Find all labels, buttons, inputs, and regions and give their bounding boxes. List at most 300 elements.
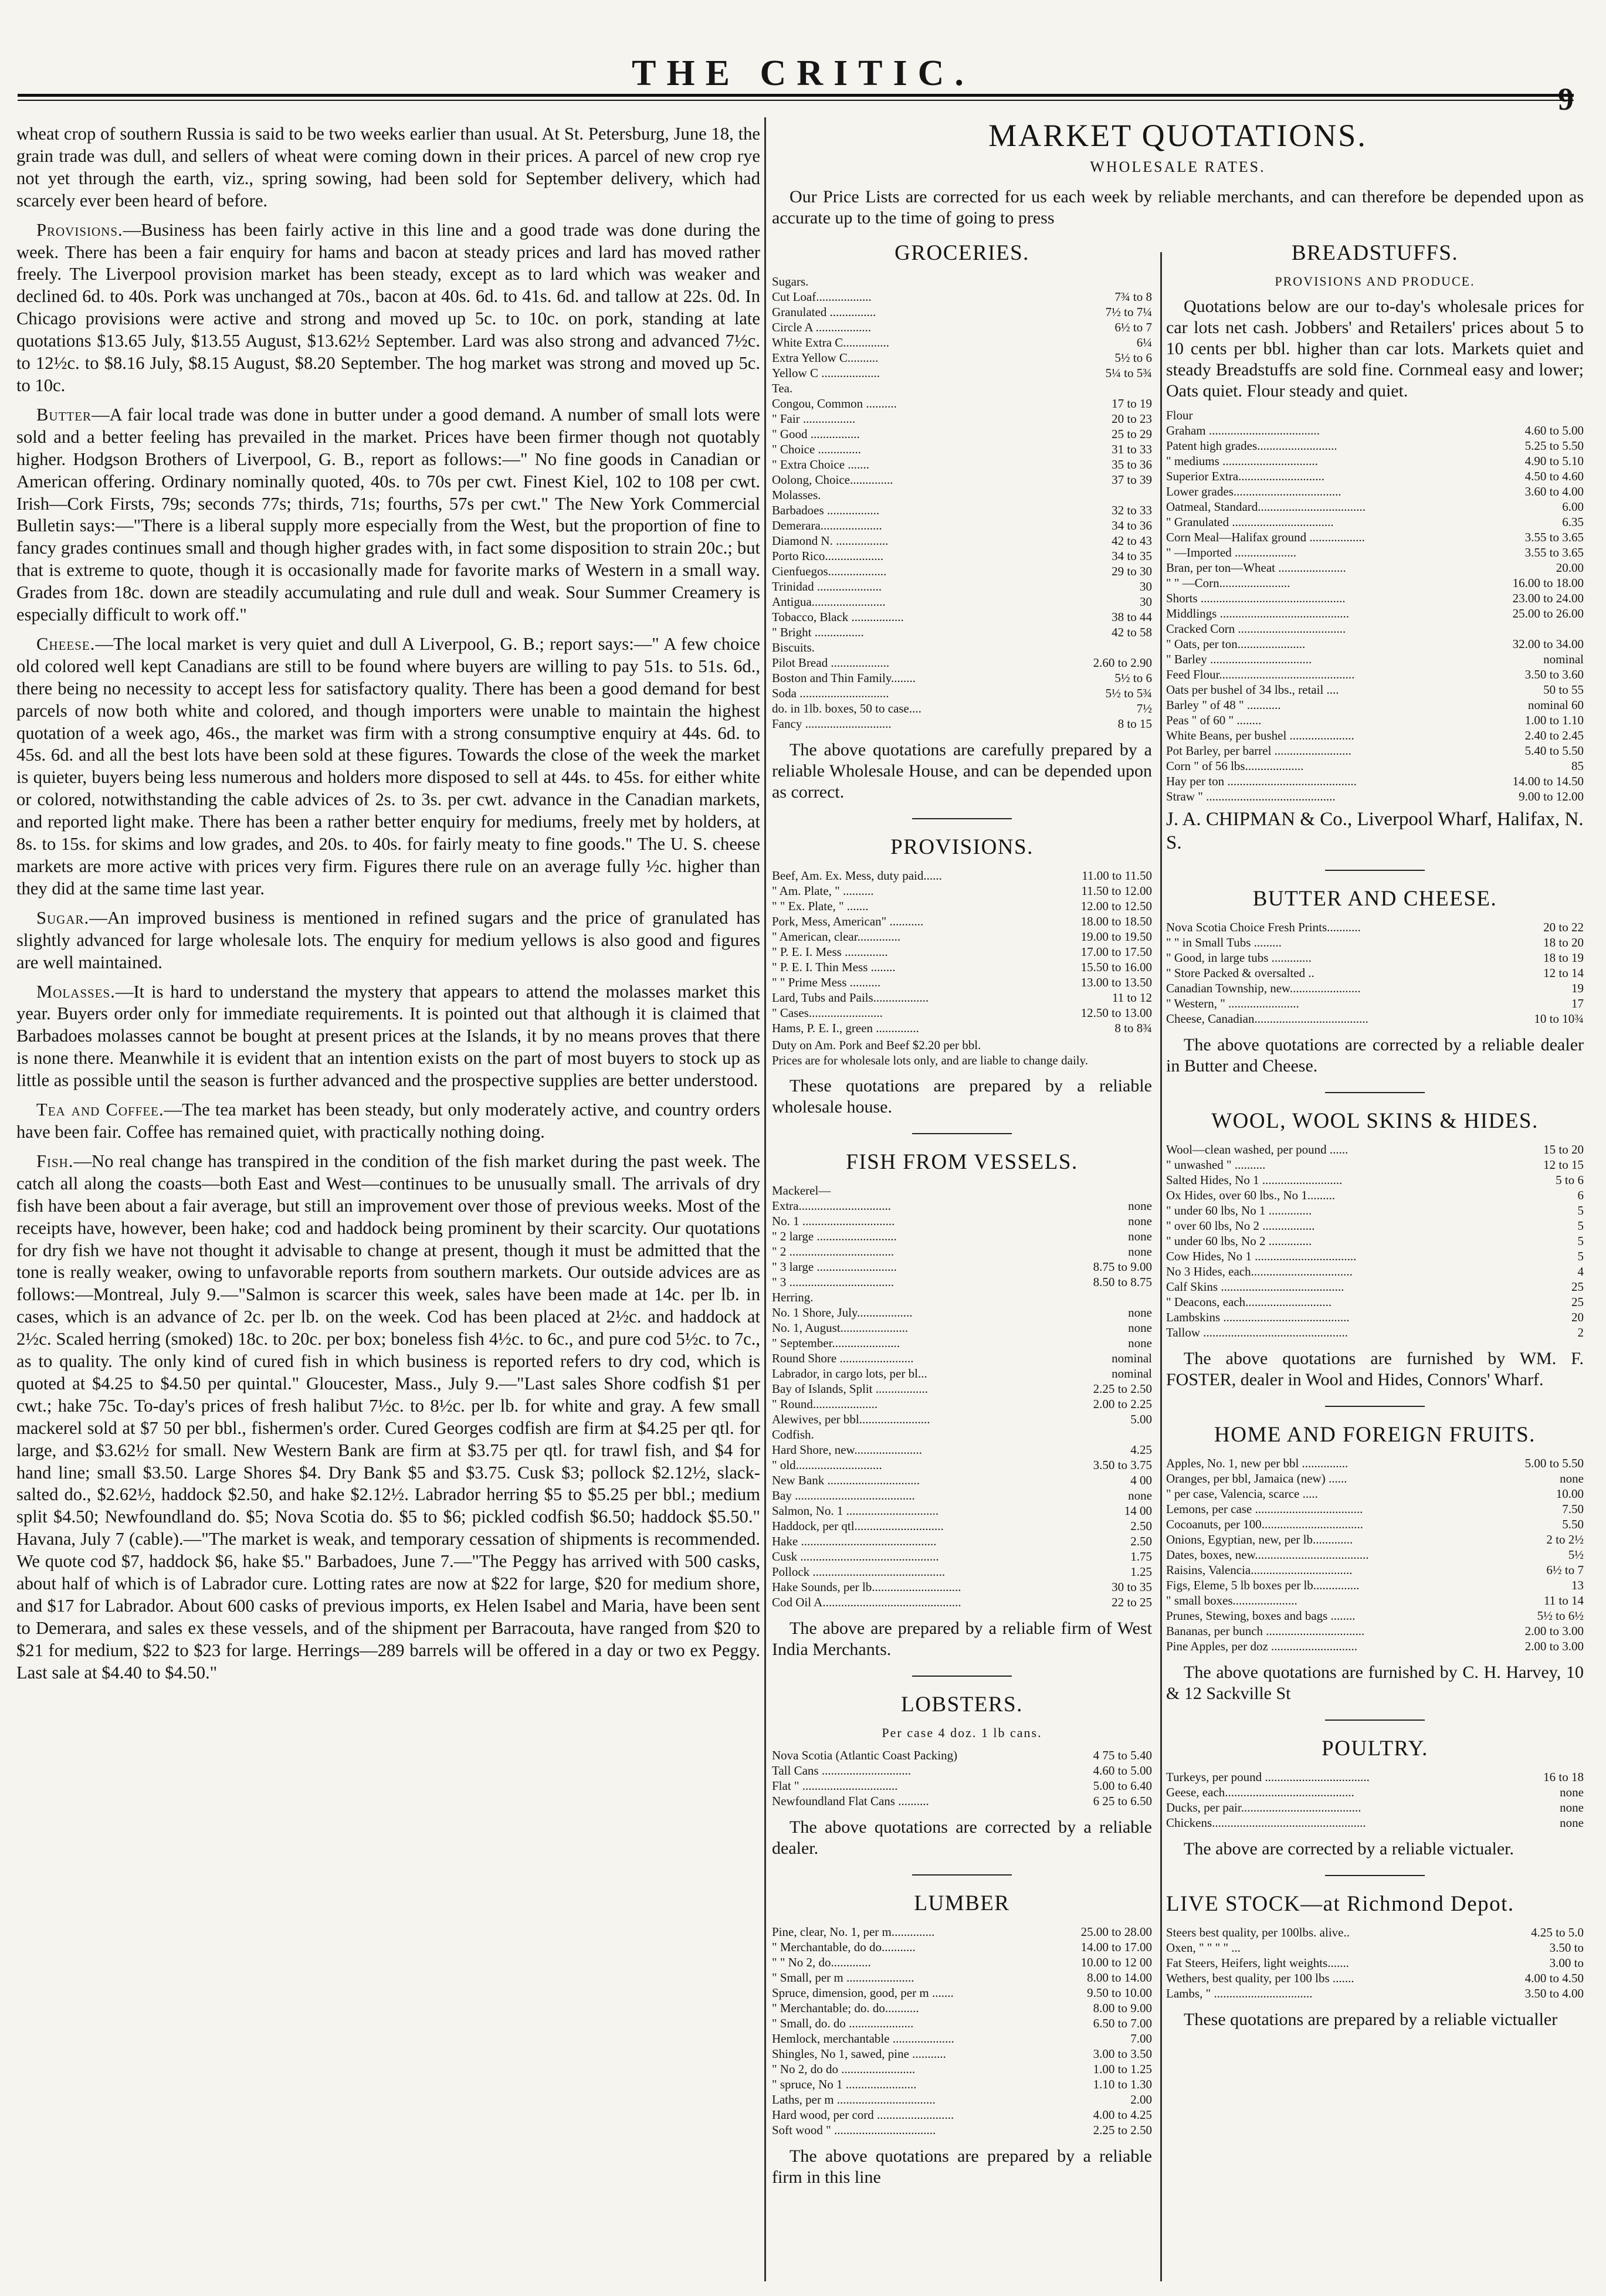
quote-row — [772, 1229, 1152, 1244]
quote-row — [772, 2031, 1152, 2046]
breadstuffs-intro: Quotations below are our to-day's wholesale prices for car lots net cash. Jobbers' and Retailers' prices about 5 to 10 cents per bbl. higher than car lots. Markets quiet and steady Breadstuffs are sold fine. Cornmeal easy and lower; Oats quiet. Flour steady and quiet. — [1166, 297, 1584, 401]
quote-price: 16.00 to 18.00 — [1512, 576, 1584, 590]
quote-price: 4.00 to 4.25 — [1093, 2108, 1152, 2122]
quote-item: Hemlock, merchantable .................... — [772, 2032, 954, 2046]
quote-item: Soda ............................. — [772, 686, 889, 700]
quote-price: 5½ to 6½ — [1537, 1609, 1584, 1623]
header-rule — [18, 94, 1574, 97]
quote-item: Canadian Township, new....................... — [1166, 981, 1361, 995]
quote-item: " " in Small Tubs ......... — [1166, 935, 1282, 949]
quote-price: 38 to 44 — [1112, 610, 1152, 624]
quote-price: 13.00 to 13.50 — [1080, 975, 1152, 989]
quote-item: Bay ....................................... — [772, 1488, 915, 1503]
quote-row — [772, 1457, 1152, 1473]
quote-price: 3.55 to 3.65 — [1524, 545, 1584, 559]
quote-row — [1166, 758, 1584, 774]
quote-item: Straw " .......................................... — [1166, 789, 1336, 803]
quote-row — [1166, 636, 1584, 652]
quote-price: 30 to 35 — [1112, 1580, 1152, 1594]
quote-price: 6.35 — [1562, 515, 1584, 529]
quote-item: " 3 .................................. — [772, 1275, 895, 1289]
quote-row — [772, 503, 1152, 518]
quote-price: 2.50 — [1130, 1519, 1152, 1533]
quote-price: 17 to 19 — [1112, 396, 1152, 411]
quote-item: Superior Extra............................ — [1166, 469, 1325, 483]
quote-price: 42 to 43 — [1112, 534, 1152, 548]
page-number: 9 — [1558, 82, 1574, 117]
wool-heading: WOOL, WOOL SKINS & HIDES. — [1211, 1109, 1539, 1133]
quote-row — [772, 716, 1152, 731]
quote-row — [772, 975, 1152, 990]
quote-item: Tobacco, Black ................. — [772, 610, 904, 624]
quote-price: 4 75 to 5.40 — [1093, 1748, 1152, 1762]
quote-price: 25 to 29 — [1112, 427, 1152, 441]
poultry-table — [1166, 1769, 1584, 1830]
quote-item: Bananas, per bunch ................................ — [1166, 1624, 1365, 1638]
paragraph-provisions — [16, 219, 760, 397]
quote-row — [772, 1427, 1152, 1442]
quote-price: 12 to 14 — [1543, 966, 1584, 980]
quote-item: " Extra Choice ....... — [772, 457, 870, 472]
quote-item: " mediums ............................... — [1166, 454, 1318, 468]
quote-item: " Western, " ....................... — [1166, 996, 1299, 1010]
paragraph-cheese — [16, 633, 760, 900]
quote-row — [1166, 469, 1584, 484]
header-rule-thin — [18, 100, 1574, 101]
quote-price: 17 — [1571, 996, 1584, 1010]
quote-row — [1166, 652, 1584, 667]
quote-item: Middlings .......................................... — [1166, 606, 1350, 620]
quote-item: Congou, Common .......... — [772, 396, 897, 411]
quote-price — [1040, 487, 1152, 503]
quote-price: 4.25 — [1130, 1443, 1152, 1457]
quote-price: 11 to 14 — [1543, 1593, 1584, 1607]
quote-row — [1166, 697, 1584, 713]
quote-item: Sugars. — [772, 274, 809, 289]
quote-row — [772, 1183, 1152, 1198]
quote-row — [1166, 423, 1584, 438]
lumber-heading: LUMBER — [914, 1891, 1010, 1915]
quote-row — [772, 1381, 1152, 1396]
quote-price: 42 to 58 — [1112, 625, 1152, 639]
fruits-table — [1166, 1456, 1584, 1654]
quote-item: " P. E. I. Mess .............. — [772, 945, 888, 959]
quote-price: 15 to 20 — [1543, 1142, 1584, 1157]
quote-item: " Store Packed & oversalted .. — [1166, 966, 1314, 980]
quote-price: 5.00 to 6.40 — [1093, 1779, 1152, 1793]
quote-price: 1.00 to 1.10 — [1524, 713, 1584, 727]
quote-price: 8 to 15 — [1117, 717, 1152, 731]
wool-note: The above quotations are furnished by WM. F. FOSTER, dealer in Wool and Hides, Connors' Wharf. — [1166, 1349, 1584, 1389]
quote-row — [1166, 1188, 1584, 1203]
quote-item: " Merchantable, do do........... — [772, 1940, 916, 1954]
quote-row — [772, 1005, 1152, 1020]
paragraph-text: —A fair local trade was done in butter under a good demand. A number of small lots were sold and a better feeling has prevailed in the market. Prices have been firmer though not quotably higher. Hodgson Brothers of Liverpool, G. B., report as follows:—" No fine goods in Canadian or American offering. Ordinary nominally quoted, 40s. to 70s per cwt. Finest Kiel, 102 to 108 per cwt. Irish—Cork Firsts, 79s; seconds 77s; thirds, 71s; fourths, 57s per cwt." The New York Commercial Bulletin says:—"There is a liberal supply more especially from the West, but the proportion of fine to fancy grades continues small and though higher grades with, in fact some disposition to strain 20c.; but that is extreme to quote, though it is occasionally made for favorite marks of Western in a small way. Grades from 18c. down are steadily accumulating and rule dull and weak. Sour Summer Creamery is especially difficult to work off." — [16, 404, 760, 625]
quote-row — [772, 564, 1152, 579]
quote-item: Bran, per ton—Wheat ...................... — [1166, 561, 1346, 575]
fish-table — [772, 1183, 1152, 1610]
quote-item: Labrador, in cargo lots, per bl... — [772, 1366, 927, 1381]
quote-item: Oats per bushel of 34 lbs., retail .... — [1166, 683, 1339, 697]
quote-price: 20 to 23 — [1112, 412, 1152, 426]
quote-row — [1166, 1203, 1584, 1218]
quote-item: " Good ................ — [772, 427, 860, 441]
section-rule — [912, 1676, 1012, 1677]
quote-price: 12.00 to 12.50 — [1080, 899, 1152, 913]
quote-row — [772, 1924, 1152, 1939]
quote-row — [1166, 713, 1584, 728]
quote-item: Corn " of 56 lbs................... — [1166, 759, 1304, 773]
paragraph-molasses — [16, 981, 760, 1093]
quote-price: 5¼ to 5¾ — [1105, 366, 1152, 380]
quote-item: Lower grades................................... — [1166, 484, 1341, 498]
quote-item: Oxen, " " " " ... — [1166, 1941, 1241, 1955]
quote-item: Cow Hides, No 1 ................................. — [1166, 1249, 1357, 1263]
quote-row — [772, 2122, 1152, 2138]
quote-price: nominal — [1543, 652, 1584, 666]
quote-price: 25 — [1571, 1280, 1584, 1294]
quote-row — [772, 625, 1152, 640]
quote-item: " unwashed " .......... — [1166, 1158, 1266, 1172]
quote-price: 18.00 to 18.50 — [1080, 914, 1152, 928]
quote-row — [772, 1320, 1152, 1335]
quote-item: Pilot Bread ................... — [772, 656, 890, 670]
quote-item: " —Imported .................... — [1166, 545, 1297, 559]
quote-price: 19.00 to 19.50 — [1080, 930, 1152, 944]
quote-row — [1166, 1940, 1584, 1955]
quote-price: 31 to 33 — [1112, 442, 1152, 456]
quote-item: New Bank .............................. — [772, 1473, 920, 1487]
quote-row — [772, 2092, 1152, 2107]
quote-price: 25.00 to 28.00 — [1080, 1925, 1152, 1939]
quote-price: 5.00 — [1130, 1412, 1152, 1426]
quote-row — [1166, 1310, 1584, 1325]
quote-item: " American, clear.............. — [772, 930, 901, 944]
quote-price: 5 to 6 — [1556, 1173, 1584, 1187]
quote-item: Cracked Corn ................................... — [1166, 622, 1346, 636]
quote-item: " Barley ................................. — [1166, 652, 1312, 666]
quote-item: Lard, Tubs and Pails.................. — [772, 991, 929, 1005]
quote-item: Shingles, No 1, sawed, pine ........... — [772, 2047, 946, 2061]
quote-price: 23.00 to 24.00 — [1512, 591, 1584, 605]
quote-item: " Cases........................ — [772, 1006, 883, 1020]
quote-item: " per case, Valencia, scarce ..... — [1166, 1487, 1318, 1501]
quote-price: 29 to 30 — [1112, 564, 1152, 578]
quote-row — [772, 701, 1152, 716]
quote-row — [1166, 789, 1584, 804]
quote-price: 3.00 to — [1549, 1956, 1584, 1970]
quote-price: 5 — [1577, 1234, 1584, 1248]
quote-item: Shorts ............................................... — [1166, 591, 1346, 605]
quote-item: No. 1 Shore, July.................. — [772, 1305, 913, 1320]
quote-item: " 2 large .......................... — [772, 1229, 897, 1243]
quote-item: Demerara.................... — [772, 518, 882, 533]
quote-price: 11.00 to 11.50 — [1082, 869, 1152, 883]
quote-price: 2 to 2½ — [1546, 1532, 1584, 1547]
quote-row — [772, 1503, 1152, 1518]
poultry-heading: POULTRY. — [1322, 1737, 1428, 1761]
market-quotations — [772, 117, 1584, 2281]
quote-row — [1166, 1218, 1584, 1233]
quote-item: Lemons, per case ................................... — [1166, 1502, 1363, 1516]
quote-item: Tallow ............................................... — [1166, 1325, 1349, 1339]
poultry-note: The above are corrected by a reliable victualer. — [1184, 1839, 1514, 1858]
quote-price: 20 to 22 — [1543, 920, 1584, 934]
quote-item: Hake Sounds, per lb............................. — [772, 1580, 961, 1594]
quote-row — [772, 2046, 1152, 2061]
section-rule — [912, 1874, 1012, 1876]
quote-row — [1166, 1562, 1584, 1578]
quote-price: none — [1560, 1800, 1584, 1815]
quote-item: " " No 2, do............. — [772, 1955, 871, 1969]
quote-item: Newfoundland Flat Cans .......... — [772, 1794, 929, 1808]
quote-item: Extra.............................. — [772, 1199, 891, 1213]
quote-item: " small boxes..................... — [1166, 1593, 1297, 1607]
quote-price: 3.00 to 3.50 — [1093, 2047, 1152, 2061]
quote-row — [772, 2107, 1152, 2122]
quote-item: No. 1 .............................. — [772, 1214, 895, 1228]
quote-row — [772, 518, 1152, 533]
quote-price: none — [1128, 1321, 1152, 1335]
quote-price — [1470, 621, 1584, 636]
quote-price: 7½ to 7¼ — [1105, 305, 1152, 319]
quote-row — [772, 411, 1152, 426]
quote-price: 2.00 to 3.00 — [1524, 1624, 1584, 1638]
quote-price: 14.00 to 17.00 — [1080, 1940, 1152, 1954]
quote-row — [772, 868, 1152, 883]
quote-row — [1166, 514, 1584, 530]
quote-row — [1166, 1815, 1584, 1830]
quote-price: 8.50 to 8.75 — [1093, 1275, 1152, 1289]
quote-item: Flat " ............................... — [772, 1779, 898, 1793]
quote-price: 8.75 to 9.00 — [1093, 1260, 1152, 1274]
quote-row — [772, 1939, 1152, 1955]
quote-item: " " —Corn....................... — [1166, 576, 1290, 590]
quote-row — [772, 1549, 1152, 1564]
paragraph-text: wheat crop of southern Russia is said to be two weeks earlier than usual. At St. Petersburg, June 18, the grain trade was dull, and sellers of wheat were coming down in their prices. A parcel of new crop rye not yet through the earth, viz., spring sowing, had been sold for September delivery, which had scarcely ever been heard of before. — [16, 124, 760, 211]
quote-item: Codfish. — [772, 1427, 814, 1442]
quote-price: 10 to 10¾ — [1534, 1012, 1584, 1026]
quote-row — [1166, 728, 1584, 743]
section-rule — [912, 1133, 1012, 1134]
paragraph-lead: Fish. — [36, 1151, 74, 1171]
quote-row — [772, 944, 1152, 959]
fruits-note: The above quotations are furnished by C. H. Harvey, 10 & 12 Sackville St — [1166, 1663, 1584, 1703]
quote-price: 5½ — [1568, 1548, 1584, 1562]
quote-item: Tea. — [772, 381, 793, 395]
breadstuffs-table — [1166, 408, 1584, 804]
quote-row — [1166, 1486, 1584, 1501]
quote-item: Wool—clean washed, per pound ...... — [1166, 1142, 1349, 1157]
quote-item: Herring. — [772, 1290, 814, 1304]
provisions-heading: PROVISIONS. — [890, 835, 1034, 859]
quote-item: Alewives, per bbl....................... — [772, 1412, 930, 1426]
quote-price: 4.60 to 5.00 — [1524, 423, 1584, 438]
quote-price: 22 to 25 — [1112, 1595, 1152, 1609]
butter-cheese-note: The above quotations are corrected by a reliable dealer in Butter and Cheese. — [1166, 1035, 1584, 1076]
provisions-table — [772, 868, 1152, 1036]
quote-row — [772, 1793, 1152, 1809]
quote-price: 5 — [1577, 1219, 1584, 1233]
quote-price: 20.00 — [1556, 561, 1584, 575]
quote-price: 17.00 to 17.50 — [1080, 945, 1152, 959]
quote-item: " Good, in large tubs ............. — [1166, 951, 1312, 965]
quote-item: Cienfuegos................... — [772, 564, 887, 578]
quote-price: 1.75 — [1130, 1549, 1152, 1564]
quote-price: 18 to 20 — [1543, 935, 1584, 949]
quote-item: Pork, Mess, American" ........... — [772, 914, 924, 928]
quote-item: " Granulated ................................. — [1166, 515, 1334, 529]
quote-price: none — [1128, 1229, 1152, 1243]
quote-row — [772, 579, 1152, 594]
quote-item: Hake ............................................ — [772, 1534, 937, 1548]
quote-row — [772, 1335, 1152, 1351]
quote-item: White Extra C............... — [772, 335, 890, 350]
quote-row — [772, 959, 1152, 975]
quote-row — [772, 1534, 1152, 1549]
quote-item: Spruce, dimension, good, per m ....... — [772, 1986, 954, 2000]
quote-price — [1058, 1183, 1152, 1198]
quote-row — [1166, 499, 1584, 514]
quote-row — [772, 396, 1152, 411]
quote-row — [772, 1366, 1152, 1381]
quote-price: 3.50 to 4.00 — [1524, 1986, 1584, 2000]
quote-price: 34 to 35 — [1112, 549, 1152, 563]
quote-item: " Small, do. do ..................... — [772, 2016, 914, 2030]
quote-row — [772, 883, 1152, 898]
quote-item: " Oats, per ton...................... — [1166, 637, 1306, 651]
quote-price: 16 to 18 — [1543, 1770, 1584, 1784]
quote-row — [772, 1579, 1152, 1595]
quote-item: " P. E. I. Thin Mess ........ — [772, 960, 896, 974]
quote-row — [772, 457, 1152, 472]
quote-item: Mackerel— — [772, 1183, 831, 1198]
quote-price: 4.60 to 5.00 — [1093, 1763, 1152, 1778]
butter-cheese-table — [1166, 920, 1584, 1026]
paragraph-butter — [16, 404, 760, 626]
quote-price: 1.00 to 1.25 — [1093, 2062, 1152, 2076]
quote-row — [772, 304, 1152, 320]
quote-price: 4.00 to 4.50 — [1524, 1971, 1584, 1985]
market-quotations-intro: Our Price Lists are corrected for us each week by reliable merchants, and can therefore be depended upon as accurate up to the time of going to press — [772, 187, 1584, 228]
quote-price: 1.25 — [1130, 1565, 1152, 1579]
quote-row — [772, 365, 1152, 381]
quote-price: none — [1560, 1471, 1584, 1486]
paragraph-text: —It is hard to understand the mystery that appears to attend the molasses market this year. Buyers order only for immediate requirements. It is pointed out that although it is claimed that Barbadoes molasses cannot be bought at present prices at the Islands, it by no means proves that there is none there. Meanwhile it is evident that an intention exists on the part of most buyers to stock up as little as possible until the season is further advanced and the prospective supplies are better understood. — [16, 981, 760, 1091]
quote-item: Salted Hides, No 1 .......................... — [1166, 1173, 1343, 1187]
quote-item: Tall Cans ............................. — [772, 1763, 912, 1778]
quote-item: Extra Yellow C.......... — [772, 351, 879, 365]
quote-row — [772, 898, 1152, 914]
quote-row — [772, 1274, 1152, 1290]
paragraph-lead: Molasses. — [36, 981, 116, 1002]
quote-item: " " Ex. Plate, " ....... — [772, 899, 869, 913]
quote-price: 6½ to 7 — [1114, 320, 1152, 334]
quote-item: " " Prime Mess .......... — [772, 975, 881, 989]
quote-item: Beef, Am. Ex. Mess, duty paid...... — [772, 869, 942, 883]
quote-price — [1058, 1427, 1152, 1442]
quote-row — [1166, 1325, 1584, 1340]
quote-price: 30 — [1140, 595, 1152, 609]
quote-item: " Small, per m ...................... — [772, 1971, 914, 1985]
quote-item: Bay of Islands, Split ................. — [772, 1382, 928, 1396]
quote-price: 2.00 to 2.25 — [1093, 1397, 1152, 1411]
quote-price: 4 00 — [1130, 1473, 1152, 1487]
quote-row — [1166, 453, 1584, 469]
quote-item: Diamond N. ................. — [772, 534, 889, 548]
quote-price: 8.00 to 9.00 — [1093, 2001, 1152, 2015]
quote-item: Graham .................................... — [1166, 423, 1320, 438]
quote-price: 25 — [1571, 1295, 1584, 1309]
quote-item: Pollock ........................................... — [772, 1565, 946, 1579]
livestock-heading: LIVE STOCK—at Richmond Depot. — [1166, 1892, 1514, 1916]
livestock-table — [1166, 1925, 1584, 2001]
quote-row — [1166, 621, 1584, 636]
quote-item: Dates, boxes, new..................................... — [1166, 1548, 1369, 1562]
quote-row — [772, 1020, 1152, 1036]
quote-row — [772, 609, 1152, 625]
quote-row — [1166, 606, 1584, 621]
quote-item: " Am. Plate, " .......... — [772, 884, 874, 898]
paragraph-lead: Cheese. — [36, 633, 96, 654]
quote-row — [772, 1778, 1152, 1793]
quote-item: Apples, No. 1, new per bbl ............... — [1166, 1456, 1349, 1470]
quote-price: 5.25 to 5.50 — [1524, 439, 1584, 453]
quote-price: 5.00 to 5.50 — [1524, 1456, 1584, 1470]
quote-row — [1166, 1157, 1584, 1172]
quote-row — [772, 426, 1152, 442]
quote-item: " Fair ................. — [772, 412, 856, 426]
quote-price: 9.50 to 10.00 — [1087, 1986, 1152, 2000]
quote-item: Oatmeal, Standard................................... — [1166, 500, 1366, 514]
quote-row — [772, 670, 1152, 686]
quote-row — [772, 655, 1152, 670]
quote-item: White Beans, per bushel ..................... — [1166, 728, 1354, 742]
quote-price: none — [1128, 1244, 1152, 1259]
quote-item: Ducks, per pair....................................... — [1166, 1800, 1361, 1815]
quote-row — [772, 640, 1152, 655]
quote-price — [1040, 640, 1152, 655]
section-rule — [1325, 1092, 1425, 1093]
quote-row — [1166, 545, 1584, 560]
quote-price: 35 to 36 — [1112, 457, 1152, 472]
quote-item: Nova Scotia Choice Fresh Prints........... — [1166, 920, 1361, 934]
quote-price: 2.00 — [1130, 2092, 1152, 2107]
quote-row — [1166, 1172, 1584, 1188]
quote-price: 9.00 to 12.00 — [1519, 789, 1584, 803]
quote-price — [1040, 274, 1152, 289]
quote-item: Hard wood, per cord ......................... — [772, 2108, 954, 2122]
fish-note: The above are prepared by a reliable firm of West India Merchants. — [772, 1619, 1152, 1659]
quote-price: 3.60 to 4.00 — [1524, 484, 1584, 498]
quote-item: Fat Steers, Heifers, light weights....... — [1166, 1956, 1350, 1970]
quote-price: 7¾ to 8 — [1114, 290, 1152, 304]
section-rule — [1325, 1406, 1425, 1407]
quote-price: 5½ to 5¾ — [1105, 686, 1152, 700]
quote-row — [772, 1564, 1152, 1579]
market-report-column — [16, 123, 760, 2281]
quote-row — [1166, 530, 1584, 545]
quote-row — [1166, 1264, 1584, 1279]
quote-row — [1166, 965, 1584, 981]
quote-price: none — [1128, 1488, 1152, 1503]
quote-price: 6½ to 7 — [1546, 1563, 1584, 1577]
quote-row — [772, 1473, 1152, 1488]
quote-row — [1166, 682, 1584, 697]
quote-price: 4 — [1577, 1264, 1584, 1278]
quote-item: Wethers, best quality, per 100 lbs ....... — [1166, 1971, 1354, 1985]
quote-price: 32.00 to 34.00 — [1512, 637, 1584, 651]
